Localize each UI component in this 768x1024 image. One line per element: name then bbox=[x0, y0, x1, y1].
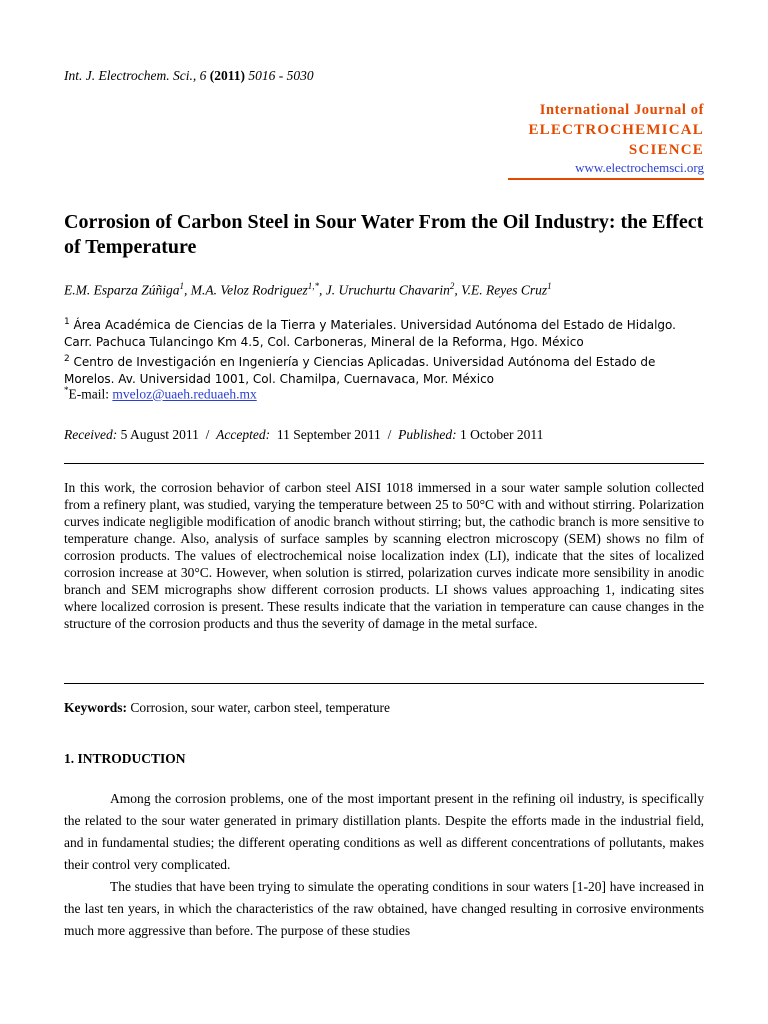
author-separator: , bbox=[319, 282, 326, 298]
accepted-date: 11 September 2011 bbox=[270, 427, 381, 442]
introduction-body bbox=[64, 788, 704, 942]
date-separator: / bbox=[380, 427, 399, 442]
journal-logo bbox=[528, 101, 704, 160]
author-name: M.A. Veloz Rodriguez bbox=[190, 282, 308, 298]
paragraph: The studies that have been trying to simulate the operating conditions in sour waters [1-20] have increased in the last ten years, in which the characteristics of the raw obtained, have changed resulting in corrosive environments much more aggressive than before. The purpose of these studies bbox=[64, 879, 704, 938]
keywords-text: Corrosion, sour water, carbon steel, temperature bbox=[127, 700, 390, 715]
email-label: E-mail: bbox=[68, 386, 113, 402]
paper-title: Corrosion of Carbon Steel in Sour Water From the Oil Industry: the Effect of Temperature bbox=[64, 211, 704, 258]
citation-year: (2011) bbox=[209, 68, 245, 83]
affiliation-item bbox=[64, 314, 704, 351]
divider-bottom bbox=[64, 683, 704, 684]
email-link[interactable]: mveloz@uaeh.reduaeh.mx bbox=[112, 386, 257, 402]
author-list bbox=[64, 281, 552, 299]
section-heading: 1. INTRODUCTION bbox=[64, 751, 186, 766]
published-label: Published: bbox=[398, 427, 457, 442]
affiliations bbox=[64, 314, 704, 388]
citation-pages: 5016 - 5030 bbox=[248, 68, 314, 83]
email-sup: * bbox=[64, 385, 69, 395]
citation-volume: 6 bbox=[199, 68, 207, 83]
journal-logo-line2: ELECTROCHEMICAL bbox=[528, 122, 704, 138]
citation-journal: Int. J. Electrochem. Sci., bbox=[64, 68, 197, 83]
received-date: 5 August 2011 bbox=[117, 427, 199, 442]
affiliation-text: Centro de Investigación en Ingeniería y Ciencias Aplicadas. Universidad Autónoma del Estado de Morelos. Av. Universidad 1001, Col. Chamilpa, Cuernavaca, Mor. México bbox=[64, 355, 656, 386]
date-separator: / bbox=[198, 427, 217, 442]
journal-logo-line3: SCIENCE bbox=[628, 142, 704, 158]
journal-url-link[interactable]: www.electrochemsci.org bbox=[575, 160, 704, 175]
affiliation-text: Área Académica de Ciencias de la Tierra y Materiales. Universidad Autónoma del Estado de Hidalgo. Carr. Pachuca Tulancingo Km 4.5, Col. Carboneras, Mineral de la Reforma, Hgo. México bbox=[64, 318, 676, 349]
affiliation-item bbox=[64, 351, 704, 388]
publication-dates bbox=[64, 427, 543, 443]
abstract-text: In this work, the corrosion behavior of carbon steel AISI 1018 immersed in a sour water sample solution collected from a refinery plant, was studied, varying the temperature between 25 to 50°C with and without stirring. Polarization curves indicate negligible modification of anodic branch without stirring; but, the cathodic branch is more sensitive to temperature change. Also, analysis of surface samples by scanning electron microscopy (SEM) shows no film of corrosion products. The values of electrochemical noise localization index (LI), indicate that the sites of localized corrosion increase at 30°C. However, when solution is stirred, polarization curves indicate more sensibility in anodic branch and SEM micrographs show different corrosion products. LI shows values approaching 1, indicating sites where localized corrosion is present. These results indicate that the variation in temperature can cause changes in the structure of the corrosion products and thus the severity of damage in the metal surface. bbox=[64, 480, 704, 631]
author-sup: 2 bbox=[449, 281, 455, 291]
author-sup: 1 bbox=[179, 281, 185, 291]
received-label: Received: bbox=[64, 427, 118, 442]
author-sup: 1 bbox=[547, 281, 552, 291]
keywords-label: Keywords: bbox=[64, 700, 127, 715]
journal-logo-rule bbox=[508, 178, 704, 180]
affiliation-sup: 1 bbox=[64, 317, 70, 327]
keywords bbox=[64, 700, 390, 716]
affiliation-sup: 2 bbox=[64, 354, 70, 364]
author-name: V.E. Reyes Cruz bbox=[461, 282, 548, 298]
published-date: 1 October 2011 bbox=[456, 427, 544, 442]
corresponding-email bbox=[64, 385, 257, 403]
citation-line bbox=[64, 68, 314, 84]
author-sup: 1,* bbox=[307, 281, 320, 291]
author-separator: , bbox=[184, 282, 191, 298]
accepted-label: Accepted: bbox=[216, 427, 271, 442]
divider-top bbox=[64, 463, 704, 464]
journal-logo-line1: International Journal of bbox=[539, 102, 704, 118]
author-name: J. Uruchurtu Chavarin bbox=[325, 282, 450, 298]
paragraph: Among the corrosion problems, one of the most important present in the refining oil industry, is specifically the related to the sour water generated in primary distillation plants. Despite the efforts made in the industrial field, and in fundamental studies; the different operating conditions as well as different concentrations of pollutants, makes their control very complicated. bbox=[64, 791, 704, 872]
author-separator: , bbox=[454, 282, 462, 298]
author-name: E.M. Esparza Zúñiga bbox=[64, 282, 180, 298]
